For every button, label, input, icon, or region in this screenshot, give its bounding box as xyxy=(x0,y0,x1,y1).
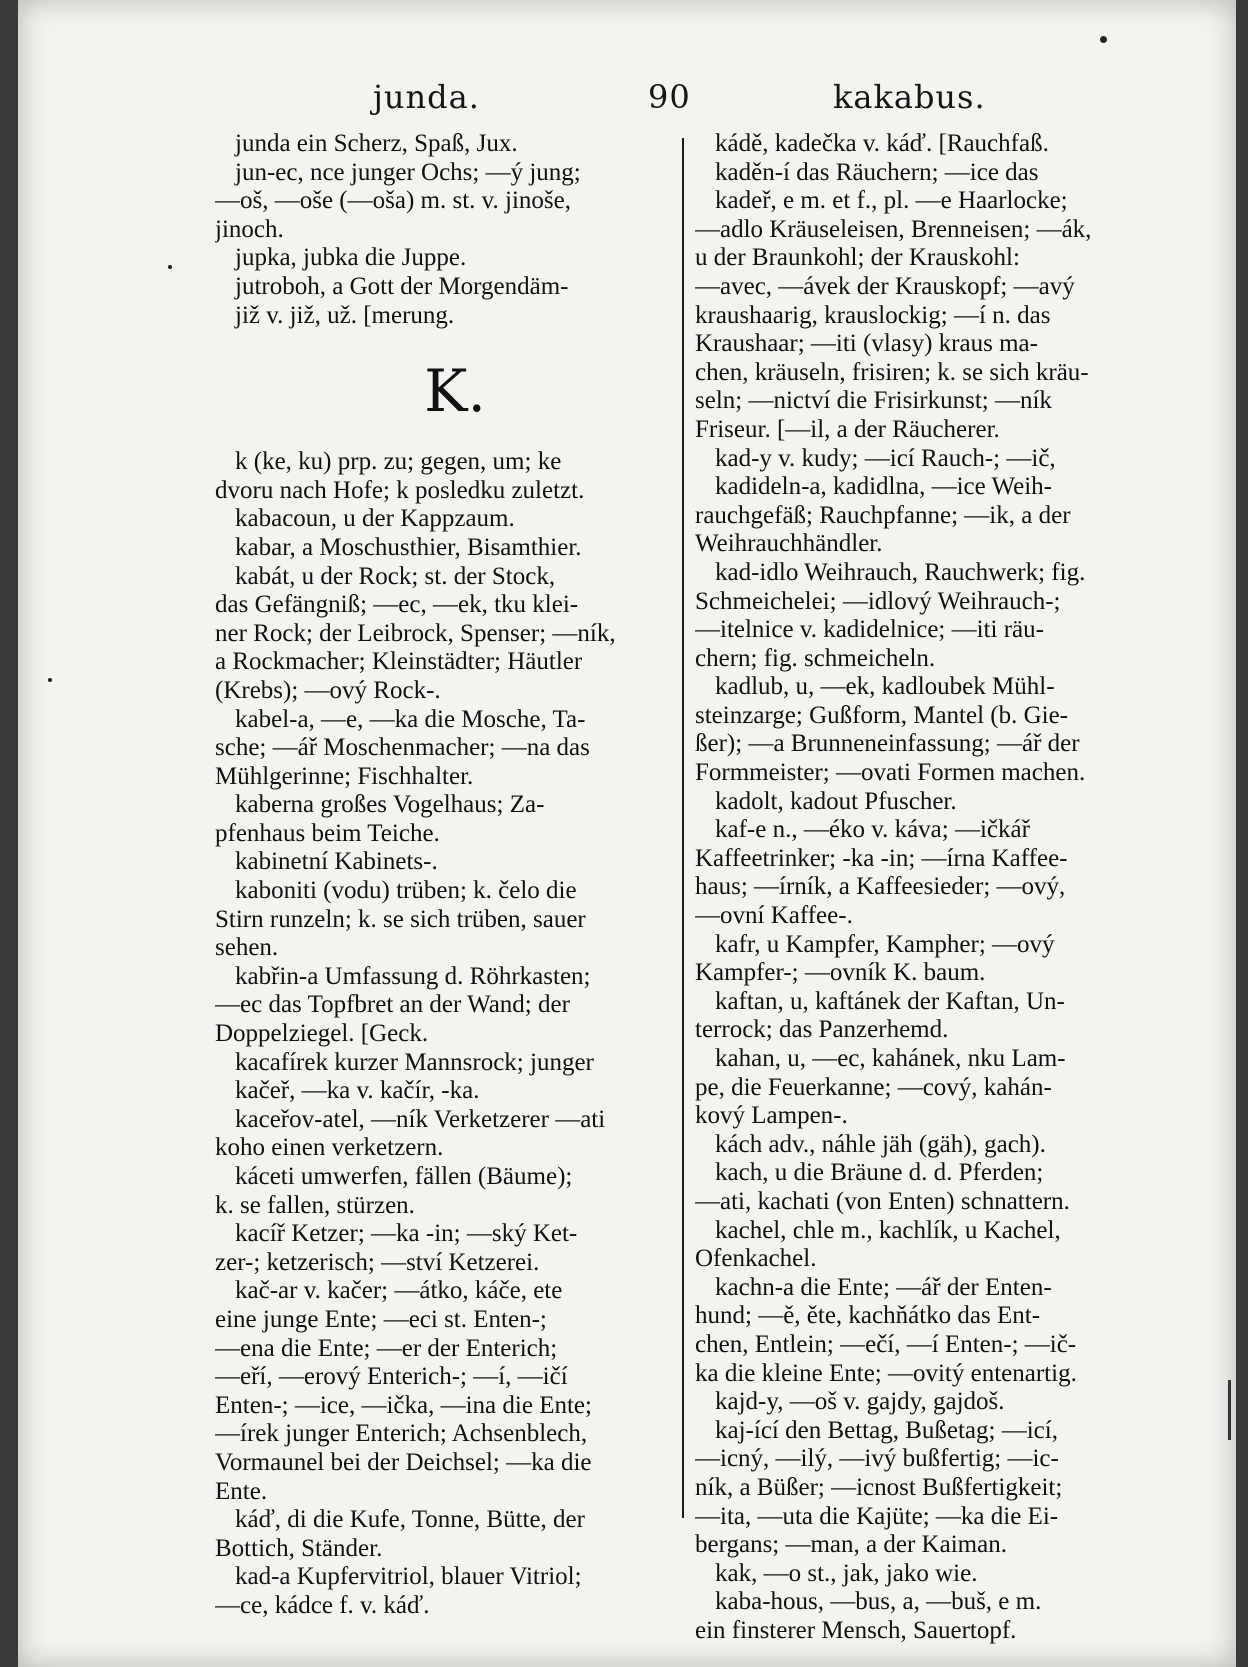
entry-line: —ce, kádce f. v. káď. xyxy=(215,1591,430,1619)
entry-line: k. se fallen, stürzen. xyxy=(215,1191,415,1219)
entry-line: kachn-a die Ente; —ář der Enten- xyxy=(715,1273,1052,1301)
entry-line: kaberna großes Vogelhaus; Za- xyxy=(235,791,545,819)
entry-line: —adlo Kräuseleisen, Brenneisen; —ák, xyxy=(695,215,1092,243)
entry-line: Kraushaar; —iti (vlasy) kraus ma- xyxy=(695,330,1038,358)
entry-line: kachel, chle m., kachlík, u Kachel, xyxy=(715,1216,1061,1244)
entry-line: Vormaunel bei der Deichsel; —ka die xyxy=(215,1448,592,1476)
entry-line: kadideln-a, kadidlna, —ice Weih- xyxy=(715,473,1052,501)
entry-line: —eří, —erový Enterich-; —í, —ičí xyxy=(215,1363,568,1391)
entry-line: ník, a Büßer; —icnost Bußfertigkeit; xyxy=(695,1473,1063,1501)
entry-line: chen, kräuseln, frisiren; k. se sich kräu- xyxy=(695,358,1089,386)
entry-line: Kampfer-; —ovník K. baum. xyxy=(695,959,986,987)
entry-line: Friseur. [—il, a der Räucherer. xyxy=(695,415,1000,443)
entry-line: terrock; das Panzerhemd. xyxy=(695,1016,949,1044)
left-column-top-entries xyxy=(215,130,675,330)
entry-line: jun-ec, nce junger Ochs; —ý jung; xyxy=(235,158,581,186)
entry-line: kaf-e n., —éko v. káva; —ičkář xyxy=(715,816,1030,844)
entry-line: kač-ar v. kačer; —átko, káče, ete xyxy=(235,1277,563,1305)
dictionary-page xyxy=(18,0,1236,1667)
entry-line: ka die kleine Ente; —ovitý entenartig. xyxy=(695,1359,1077,1387)
entry-line: k (ke, ku) prp. zu; gegen, um; ke xyxy=(235,448,562,476)
ink-speck xyxy=(48,678,52,682)
entry-line: —ati, kachati (von Enten) schnattern. xyxy=(695,1187,1070,1215)
entry-line: Ofenkachel. xyxy=(695,1245,817,1273)
entry-line: sche; —ář Moschenmacher; —na das xyxy=(215,734,590,762)
left-column xyxy=(215,130,675,1621)
entry-line: Ente. xyxy=(215,1477,268,1505)
entry-line: chern; fig. schmeicheln. xyxy=(695,644,936,672)
entry-line: ein finsterer Mensch, Sauertopf. xyxy=(695,1616,1017,1644)
entry-line: Bottich, Ständer. xyxy=(215,1534,383,1562)
entry-line: kaftan, u, kaftánek der Kaftan, Un- xyxy=(715,987,1065,1015)
entry-line: —itelnice v. kadidelnice; —iti räu- xyxy=(695,616,1044,644)
entry-line: sehen. xyxy=(215,934,279,962)
entry-line: kabát, u der Rock; st. der Stock, xyxy=(235,562,556,590)
entry-line: kabel-a, —e, —ka die Mosche, Ta- xyxy=(235,705,586,733)
ink-speck xyxy=(168,265,172,269)
entry-line: —ovní Kaffee-. xyxy=(695,902,853,930)
right-column xyxy=(695,130,1161,1645)
entry-line: Kaffeetrinker; -ka -in; —írna Kaffee- xyxy=(695,844,1068,872)
entry-line: Stirn runzeln; k. se sich trüben, sauer xyxy=(215,905,586,933)
entry-line: kabřin-a Umfassung d. Röhrkasten; xyxy=(235,962,591,990)
entry-line: kaba-hous, —bus, a, —buš, e m. xyxy=(715,1588,1042,1616)
page-number: 90 xyxy=(648,78,691,116)
entry-line: u der Braunkohl; der Krauskohl: xyxy=(695,244,1020,272)
running-header xyxy=(18,70,1236,130)
entry-line: Formmeister; —ovati Formen machen. xyxy=(695,759,1086,787)
entry-line: kačeř, —ka v. kačír, -ka. xyxy=(235,1077,480,1105)
entry-line: káď, di die Kufe, Tonne, Bütte, der xyxy=(235,1506,585,1534)
entry-line: kabacoun, u der Kappzaum. xyxy=(235,505,515,533)
ink-speck xyxy=(1100,36,1107,43)
entry-line: kak, —o st., jak, jako wie. xyxy=(715,1559,978,1587)
entry-line: bergans; —man, a der Kaiman. xyxy=(695,1531,1007,1559)
entry-line: káceti umwerfen, fällen (Bäume); xyxy=(235,1163,573,1190)
entry-line: —ena die Ente; —er der Enterich; xyxy=(215,1334,558,1362)
entry-line: zer-; ketzerisch; —ství Ketzerei. xyxy=(215,1248,540,1276)
entry-line: jupka, jubka die Juppe. xyxy=(235,244,467,272)
entry-line: Enten-; —ice, —ička, —ina die Ente; xyxy=(215,1391,592,1419)
entry-line: Schmeichelei; —idlový Weihrauch-; xyxy=(695,587,1061,615)
page-edge-mark xyxy=(1228,1380,1231,1440)
entry-line: pe, die Feuerkanne; —cový, kahán- xyxy=(695,1073,1052,1101)
entry-line: —oš, —oše (—oša) m. st. v. jinoše, xyxy=(215,187,571,215)
entry-line: kaj-ící den Bettag, Bußetag; —icí, xyxy=(715,1416,1058,1444)
entry-line: Weihrauchhändler. xyxy=(695,530,883,558)
entry-line: Doppelziegel. [Geck. xyxy=(215,1020,429,1048)
entry-line: kad-a Kupfervitriol, blauer Vitriol; xyxy=(235,1563,582,1591)
entry-line: kad-y v. kudy; —icí Rauch-; —ič, xyxy=(715,444,1056,472)
entry-line: kabinetní Kabinets-. xyxy=(235,848,438,876)
entry-line: junda ein Scherz, Spaß, Jux. xyxy=(235,130,518,157)
entry-line: eine junge Ente; —eci st. Enten-; xyxy=(215,1305,547,1333)
entry-line: již v. již, už. [merung. xyxy=(235,301,455,329)
entry-line: kách adv., náhle jäh (gäh), gach). xyxy=(715,1130,1046,1158)
entry-line: kadeř, e m. et f., pl. —e Haarlocke; xyxy=(715,187,1068,215)
entry-line: hund; —ě, ěte, kachňátko das Ent- xyxy=(695,1302,1041,1330)
entry-line: das Gefängniß; —ec, —ek, tku klei- xyxy=(215,591,579,619)
entry-line: jutroboh, a Gott der Morgendäm- xyxy=(235,272,569,300)
entry-line: kadolt, kadout Pfuscher. xyxy=(715,787,957,815)
entry-line: pfenhaus beim Teiche. xyxy=(215,819,440,847)
entry-line: kabar, a Moschusthier, Bisamthier. xyxy=(235,533,582,561)
entry-line: kový Lampen-. xyxy=(695,1102,848,1130)
entry-line: kafr, u Kampfer, Kampher; —ový xyxy=(715,930,1055,958)
entry-line: kaboniti (vodu) trüben; k. čelo die xyxy=(235,877,577,905)
column-divider xyxy=(682,138,684,1518)
entry-line: (Krebs); —ový Rock-. xyxy=(215,676,441,704)
entry-line: koho einen verketzern. xyxy=(215,1134,444,1162)
entry-line: kahan, u, —ec, kahánek, nku Lam- xyxy=(715,1045,1066,1072)
entry-line: kad-idlo Weihrauch, Rauchwerk; fig. xyxy=(715,558,1086,586)
entry-line: kraushaarig, krauslockig; —í n. das xyxy=(695,301,1051,329)
entry-line: steinzarge; Gußform, Mantel (b. Gie- xyxy=(695,701,1069,729)
entry-line: kacíř Ketzer; —ka -in; —ský Ket- xyxy=(235,1220,578,1248)
left-column-k-entries xyxy=(215,448,675,1620)
entry-line: chen, Entlein; —ečí, —í Enten-; —ič- xyxy=(695,1330,1077,1358)
entry-line: ner Rock; der Leibrock, Spenser; —ník, xyxy=(215,619,616,647)
entry-line: kacafírek kurzer Mannsrock; junger xyxy=(235,1048,594,1076)
entry-line: rauchgefäß; Rauchpfanne; —ik, a der xyxy=(695,501,1071,529)
entry-line: kaděn-í das Räuchern; —ice das xyxy=(715,158,1039,186)
entry-line: kach, u die Bräune d. d. Pferden; xyxy=(715,1159,1044,1187)
entry-line: seln; —nictví die Frisirkunst; —ník xyxy=(695,387,1052,415)
entry-line: —avec, —ávek der Krauskopf; —avý xyxy=(695,272,1075,300)
entry-line: Mühlgerinne; Fischhalter. xyxy=(215,762,474,790)
entry-line: kádě, kadečka v. káď. [Rauchfaß. xyxy=(715,130,1049,157)
entry-line: haus; —írník, a Kaffeesieder; —ový, xyxy=(695,873,1066,901)
right-column-entries xyxy=(695,130,1161,1645)
header-first-word: junda. xyxy=(373,78,480,116)
entry-line: jinoch. xyxy=(215,215,284,243)
entry-line: kaceřov-atel, —ník Verketzerer —ati xyxy=(235,1105,606,1133)
entry-line: —icný, —ilý, —ivý bußfertig; —ic- xyxy=(695,1445,1059,1473)
entry-line: ßer); —a Brunneneinfassung; —ář der xyxy=(695,730,1080,758)
entry-line: kajd-y, —oš v. gajdy, gajdoš. xyxy=(715,1388,1005,1416)
entry-line: —írek junger Enterich; Achsenblech, xyxy=(215,1420,588,1448)
entry-line: —ita, —uta die Kajüte; —ka die Ei- xyxy=(695,1502,1059,1530)
entry-line: a Rockmacher; Kleinstädter; Häutler xyxy=(215,648,583,676)
entry-line: dvoru nach Hofe; k posledku zuletzt. xyxy=(215,476,585,504)
header-last-word: kakabus. xyxy=(833,78,986,116)
entry-line: —ec das Topfbret an der Wand; der xyxy=(215,991,570,1019)
section-letter: K. xyxy=(424,357,486,426)
entry-line: kadlub, u, —ek, kadloubek Mühl- xyxy=(715,673,1055,701)
